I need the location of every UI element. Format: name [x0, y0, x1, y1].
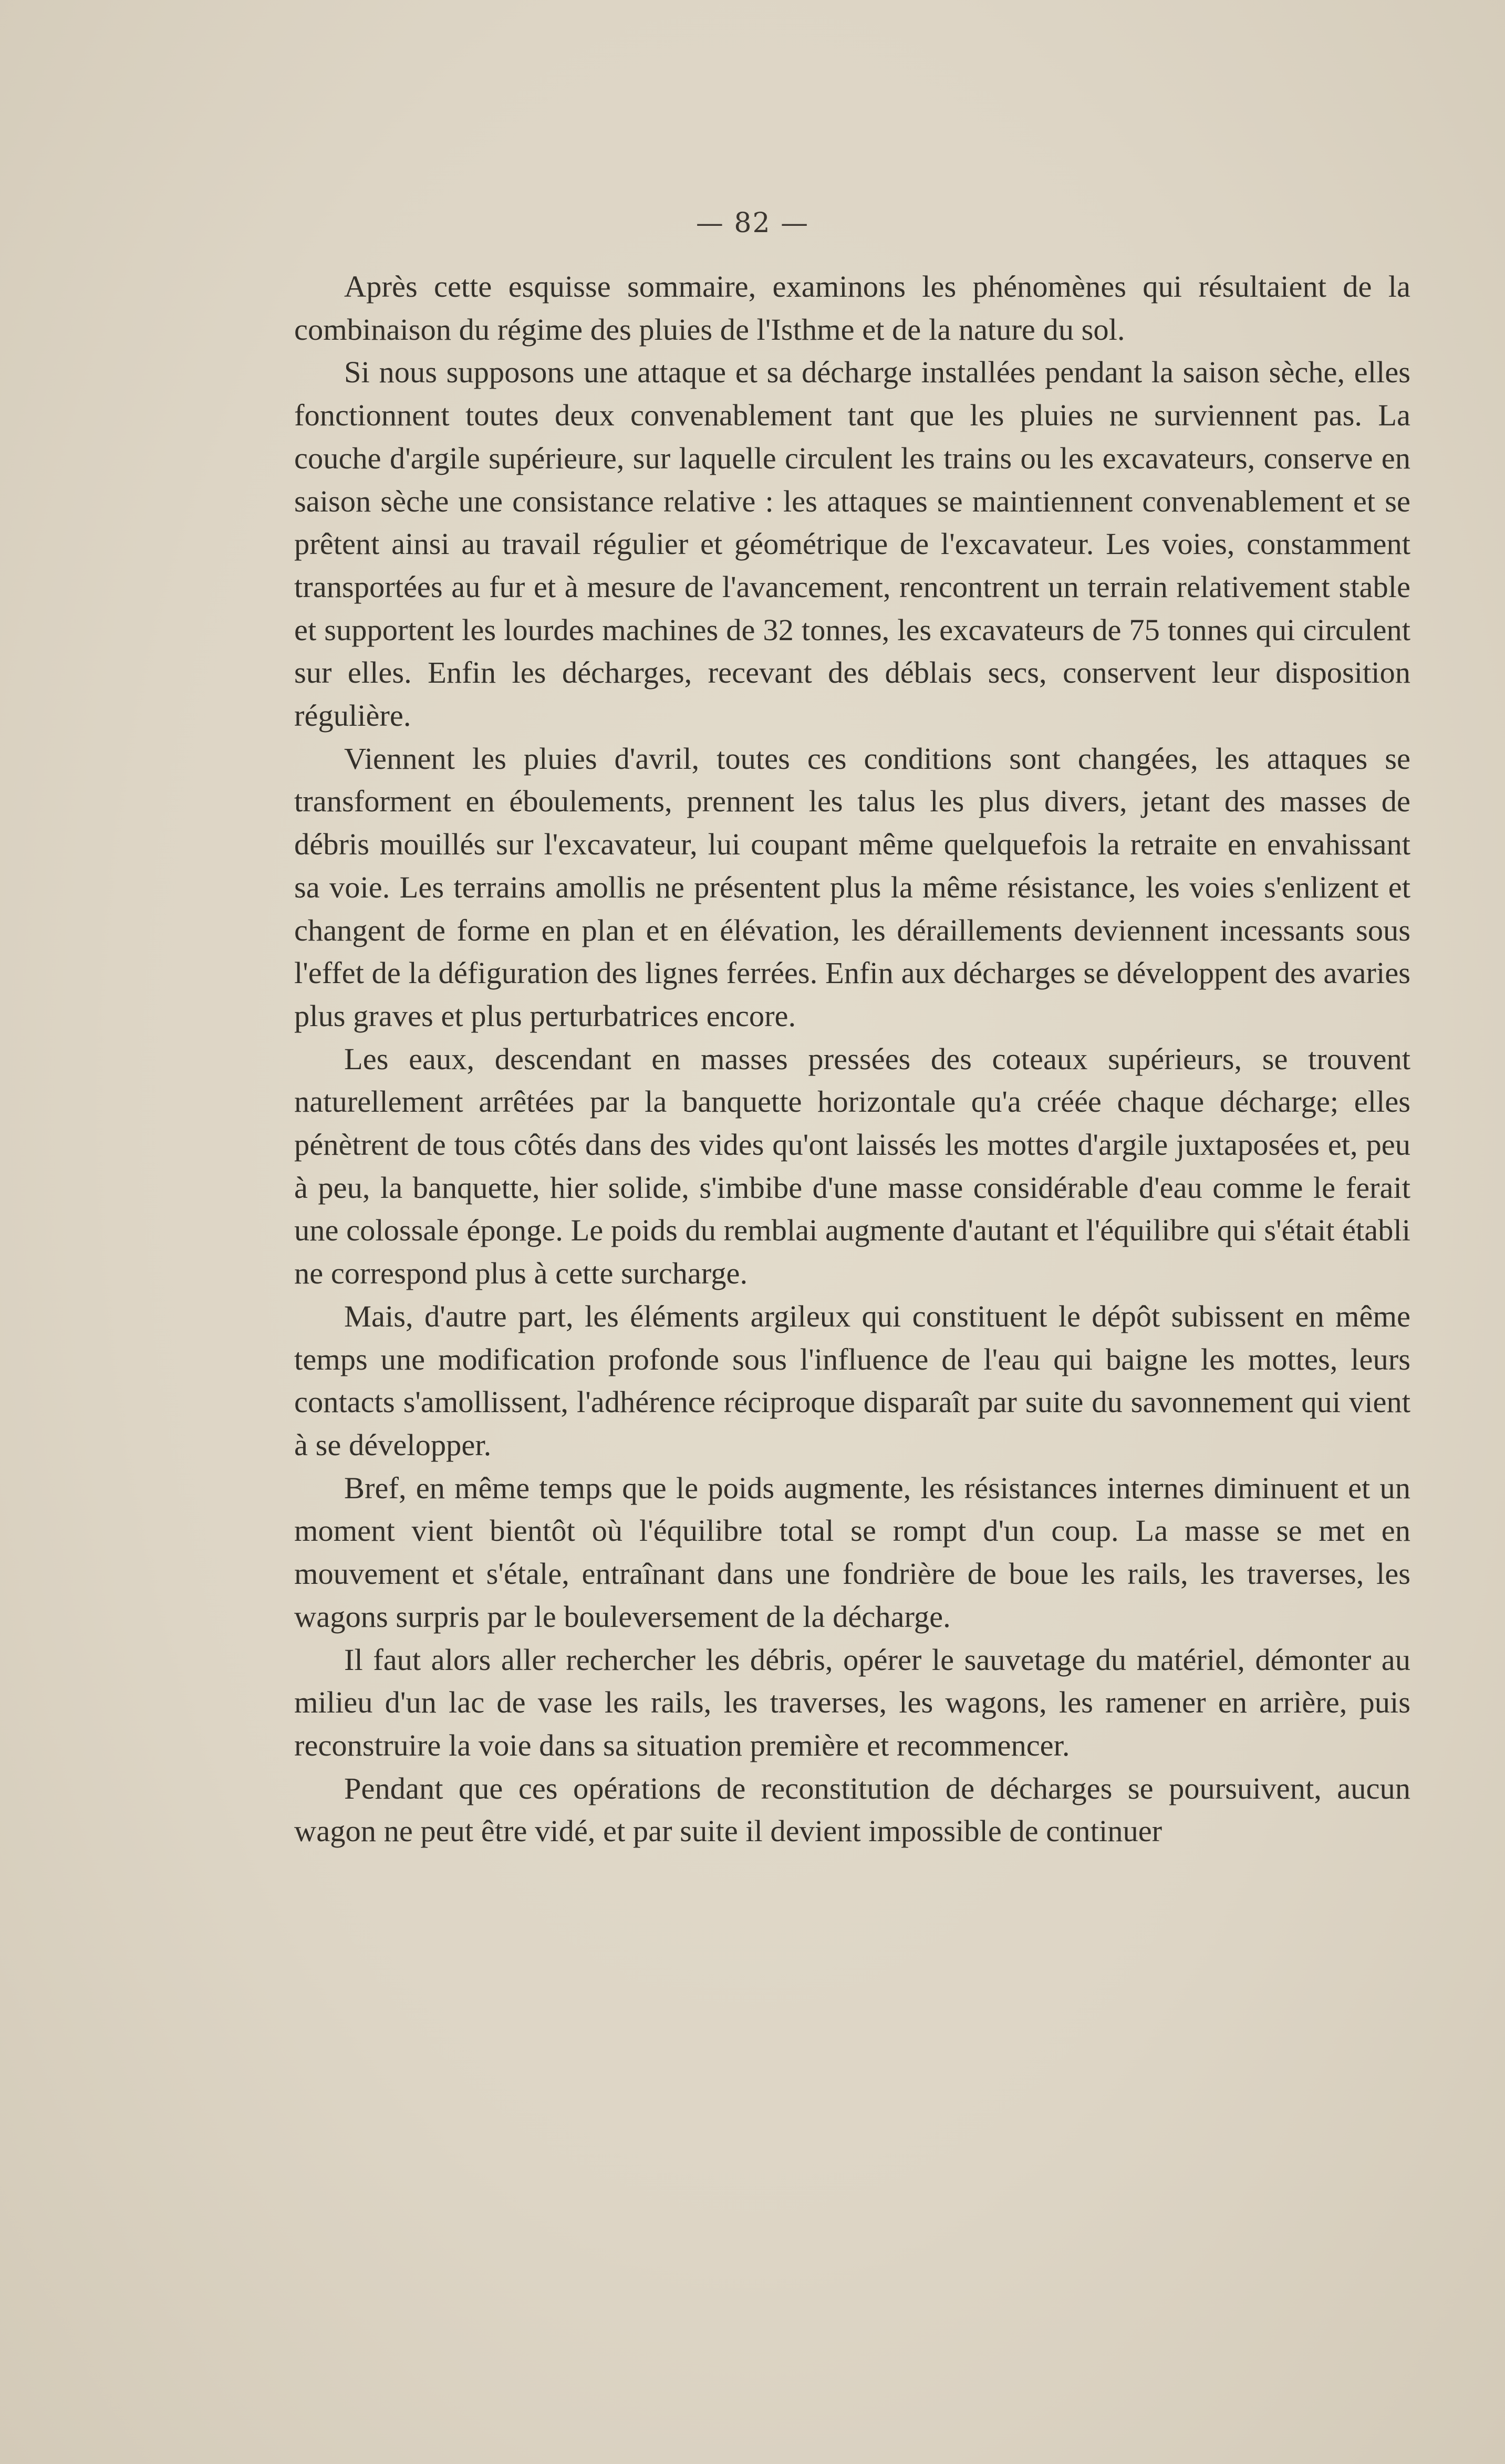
- paragraph-4: Les eaux, descendant en masses pressées des coteaux supérieurs, se trouvent naturellement arrêtées par la banquette horizontale qu'a créée chaque décharge; elles pénètrent de tous côtés dans des vides qu'ont laissés les mottes d'argile juxtaposées et, peu à peu, la banquette, hier solide, s'imbibe d'une masse considérable d'eau comme le ferait une colossale éponge. Le poids du remblai augmente d'autant et l'équilibre qui s'était établi ne correspond plus à cette surcharge.: [294, 1041, 1410, 1291]
- page-number: — 82 —: [696, 207, 809, 239]
- paragraph-5: Mais, d'autre part, les éléments argileux qui constituent le dépôt subissent en même temps une modification profonde sous l'influence de l'eau qui baigne les mottes, leurs contacts s'amollissent, l'adhérence réciproque disparaît par suite du savonnement qui vient à se développer.: [294, 1299, 1410, 1462]
- paragraph-2: Si nous supposons une attaque et sa décharge installées pendant la saison sèche, elles fonctionnent toutes deux convenablement tant que les pluies ne surviennent pas. La couche d'argile supérieure, sur laquelle circulent les trains ou les excavateurs, conserve en saison sèche une consistance relative : les attaques se maintiennent convenablement et se prêtent ainsi au travail régulier et géométrique de l'excavateur. Les voies, constamment transportées au fur et à mesure de l'avancement, rencontrent un terrain relativement stable et supportent les lourdes machines de 32 tonnes, les excavateurs de 75 tonnes qui circulent sur elles. Enfin les décharges, recevant des déblais secs, conservent leur disposition régulière.: [294, 355, 1410, 733]
- paragraph-7: Il faut alors aller rechercher les débris, opérer le sauvetage du matériel, démonter au milieu d'un lac de vase les rails, les traverses, les wagons, les ramener en arrière, puis reconstruire la voie dans sa situation première et recommencer.: [294, 1642, 1410, 1762]
- paragraph-3: Viennent les pluies d'avril, toutes ces conditions sont changées, les attaques se transforment en éboulements, prennent les talus les plus divers, jetant des masses de débris mouillés sur l'excavateur, lui coupant même quelquefois la retraite en envahissant sa voie. Les terrains amollis ne présentent plus la même résistance, les voies s'enlizent et changent de forme en plan et en élévation, les déraillements deviennent incessants sous l'effet de la défiguration des lignes ferrées. Enfin aux décharges se développent des avaries plus graves et plus perturbatrices encore.: [294, 741, 1410, 1033]
- paragraph-6: Bref, en même temps que le poids augmente, les résistances internes diminuent et un moment vient bientôt où l'équilibre total se rompt d'un coup. La masse se met en mouvement et s'étale, entraînant dans une fondrière de boue les rails, les traverses, les wagons surpris par le bouleversement de la décharge.: [294, 1470, 1410, 1634]
- paragraph-1: Après cette esquisse sommaire, examinons les phénomènes qui résultaient de la combinaison du régime des pluies de l'Isthme et de la nature du sol.: [294, 269, 1410, 347]
- body-text: [294, 265, 1410, 1853]
- paragraph-8: Pendant que ces opérations de reconstitution de décharges se poursuivent, aucun wagon ne peut être vidé, et par suite il devient impossible de continuer: [294, 1771, 1410, 1849]
